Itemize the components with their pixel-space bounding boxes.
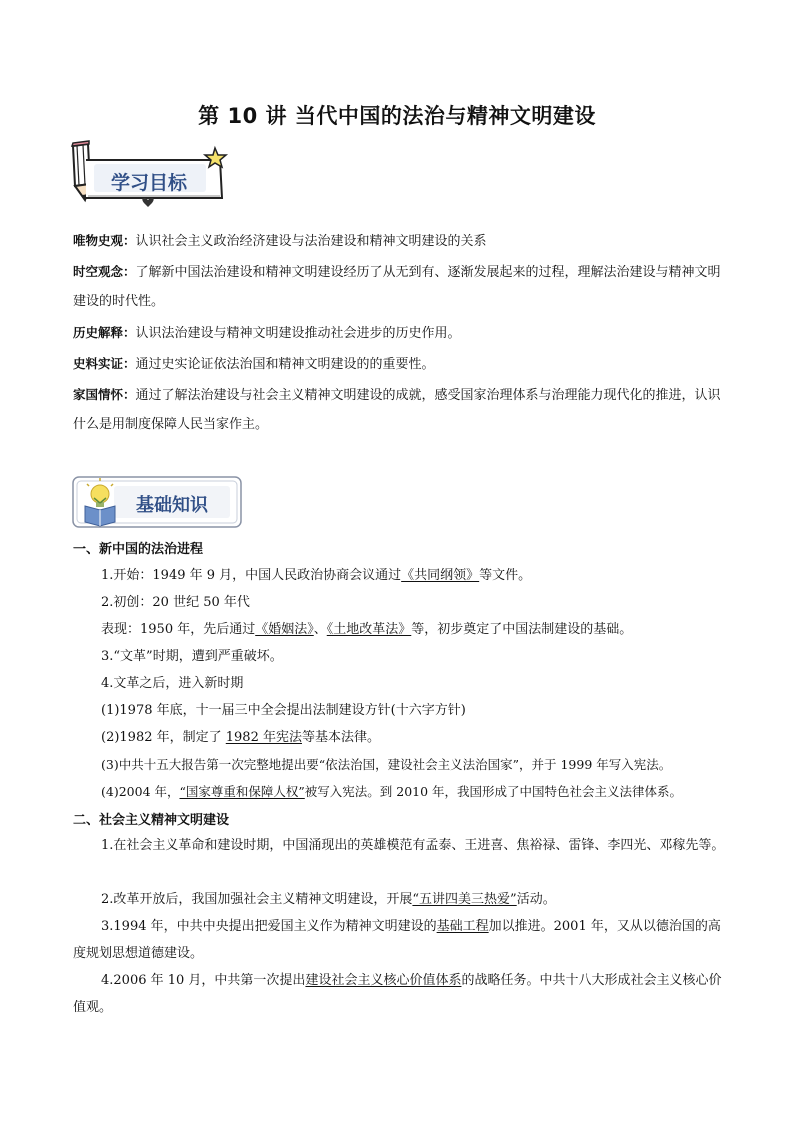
section1-item-manifestation: 表现：1950 年，先后通过《婚姻法》、《土地改革法》等，初步奠定了中国法制建设的基础。 xyxy=(101,622,633,637)
section1-item-cultural-revolution: 3.“文革”时期，遭到严重破坏。 xyxy=(101,649,283,664)
section2-item-1994: 3.1994 年，中共中央提出把爱国主义作为精神文明建设的基础工程加以推进。2001 年，又从以德治国的高度规划思想道德建设。 xyxy=(73,919,721,961)
objective-patriotism: 家国情怀：通过了解法治建设与社会主义精神文明建设的成就，感受国家治理体系与治理能力现代化的推进，认识什么是用制度保障人民当家作主。 xyxy=(73,387,721,432)
basic-knowledge-banner xyxy=(72,476,244,530)
objective-evidence: 史料实证：通过史实论证依法治国和精神文明建设的的重要性。 xyxy=(73,356,435,372)
learning-objectives-label: 学习目标 xyxy=(111,172,188,194)
section1-item-rule-of-law: (3)中共十五大报告第一次完整地提出要“依法治国，建设社会主义法治国家”，并于 1999 年写入宪法。 xyxy=(101,757,672,772)
section2-heading: 二、社会主义精神文明建设 xyxy=(73,813,230,828)
section1-item-founding: 2.初创：20 世纪 50 年代 xyxy=(101,595,250,610)
basic-knowledge-label: 基础知识 xyxy=(136,495,208,516)
section1-item-2004: (4)2004 年，“国家尊重和保障人权”被写入宪法。到 2010 年，我国形成了中国特色社会主义法律体系。 xyxy=(101,784,683,799)
section1-item-start: 1.开始：1949 年 9 月，中国人民政治协商会议通过《共同纲领》等文件。 xyxy=(101,568,532,583)
section1-item-1978: (1)1978 年底，十一届三中全会提出法制建设方针(十六字方针) xyxy=(101,703,466,718)
section2-item-2006: 4.2006 年 10 月，中共第一次提出建设社会主义核心价值体系的战略任务。中共十八大形成社会主义核心价值观。 xyxy=(73,973,722,1015)
objective-interpretation: 历史解释：认识法治建设与精神文明建设推动社会进步的历史作用。 xyxy=(73,325,461,341)
page-title: 第 10 讲 当代中国的法治与精神文明建设 xyxy=(198,104,596,128)
section1-item-new-era: 4.文革之后，进入新时期 xyxy=(101,676,244,691)
learning-objectives-banner xyxy=(64,140,234,212)
objective-materialism: 唯物史观：认识社会主义政治经济建设与法治建设和精神文明建设的关系 xyxy=(73,233,487,249)
section1-item-1982: (2)1982 年，制定了 1982 年宪法等基本法律。 xyxy=(101,730,380,745)
section2-item-reform: 2.改革开放后，我国加强社会主义精神文明建设，开展“五讲四美三热爱”活动。 xyxy=(101,892,556,907)
section2-item-heroes: 1.在社会主义革命和建设时期，中国涌现出的英雄模范有孟泰、王进喜、焦裕禄、雷锋、李四光、邓稼先等。 xyxy=(101,838,725,853)
section1-heading: 一、新中国的法治进程 xyxy=(73,542,204,557)
objective-spacetime: 时空观念：了解新中国法治建设和精神文明建设经历了从无到有、逐渐发展起来的过程，理解法治建设与精神文明建设的时代性。 xyxy=(73,264,721,309)
